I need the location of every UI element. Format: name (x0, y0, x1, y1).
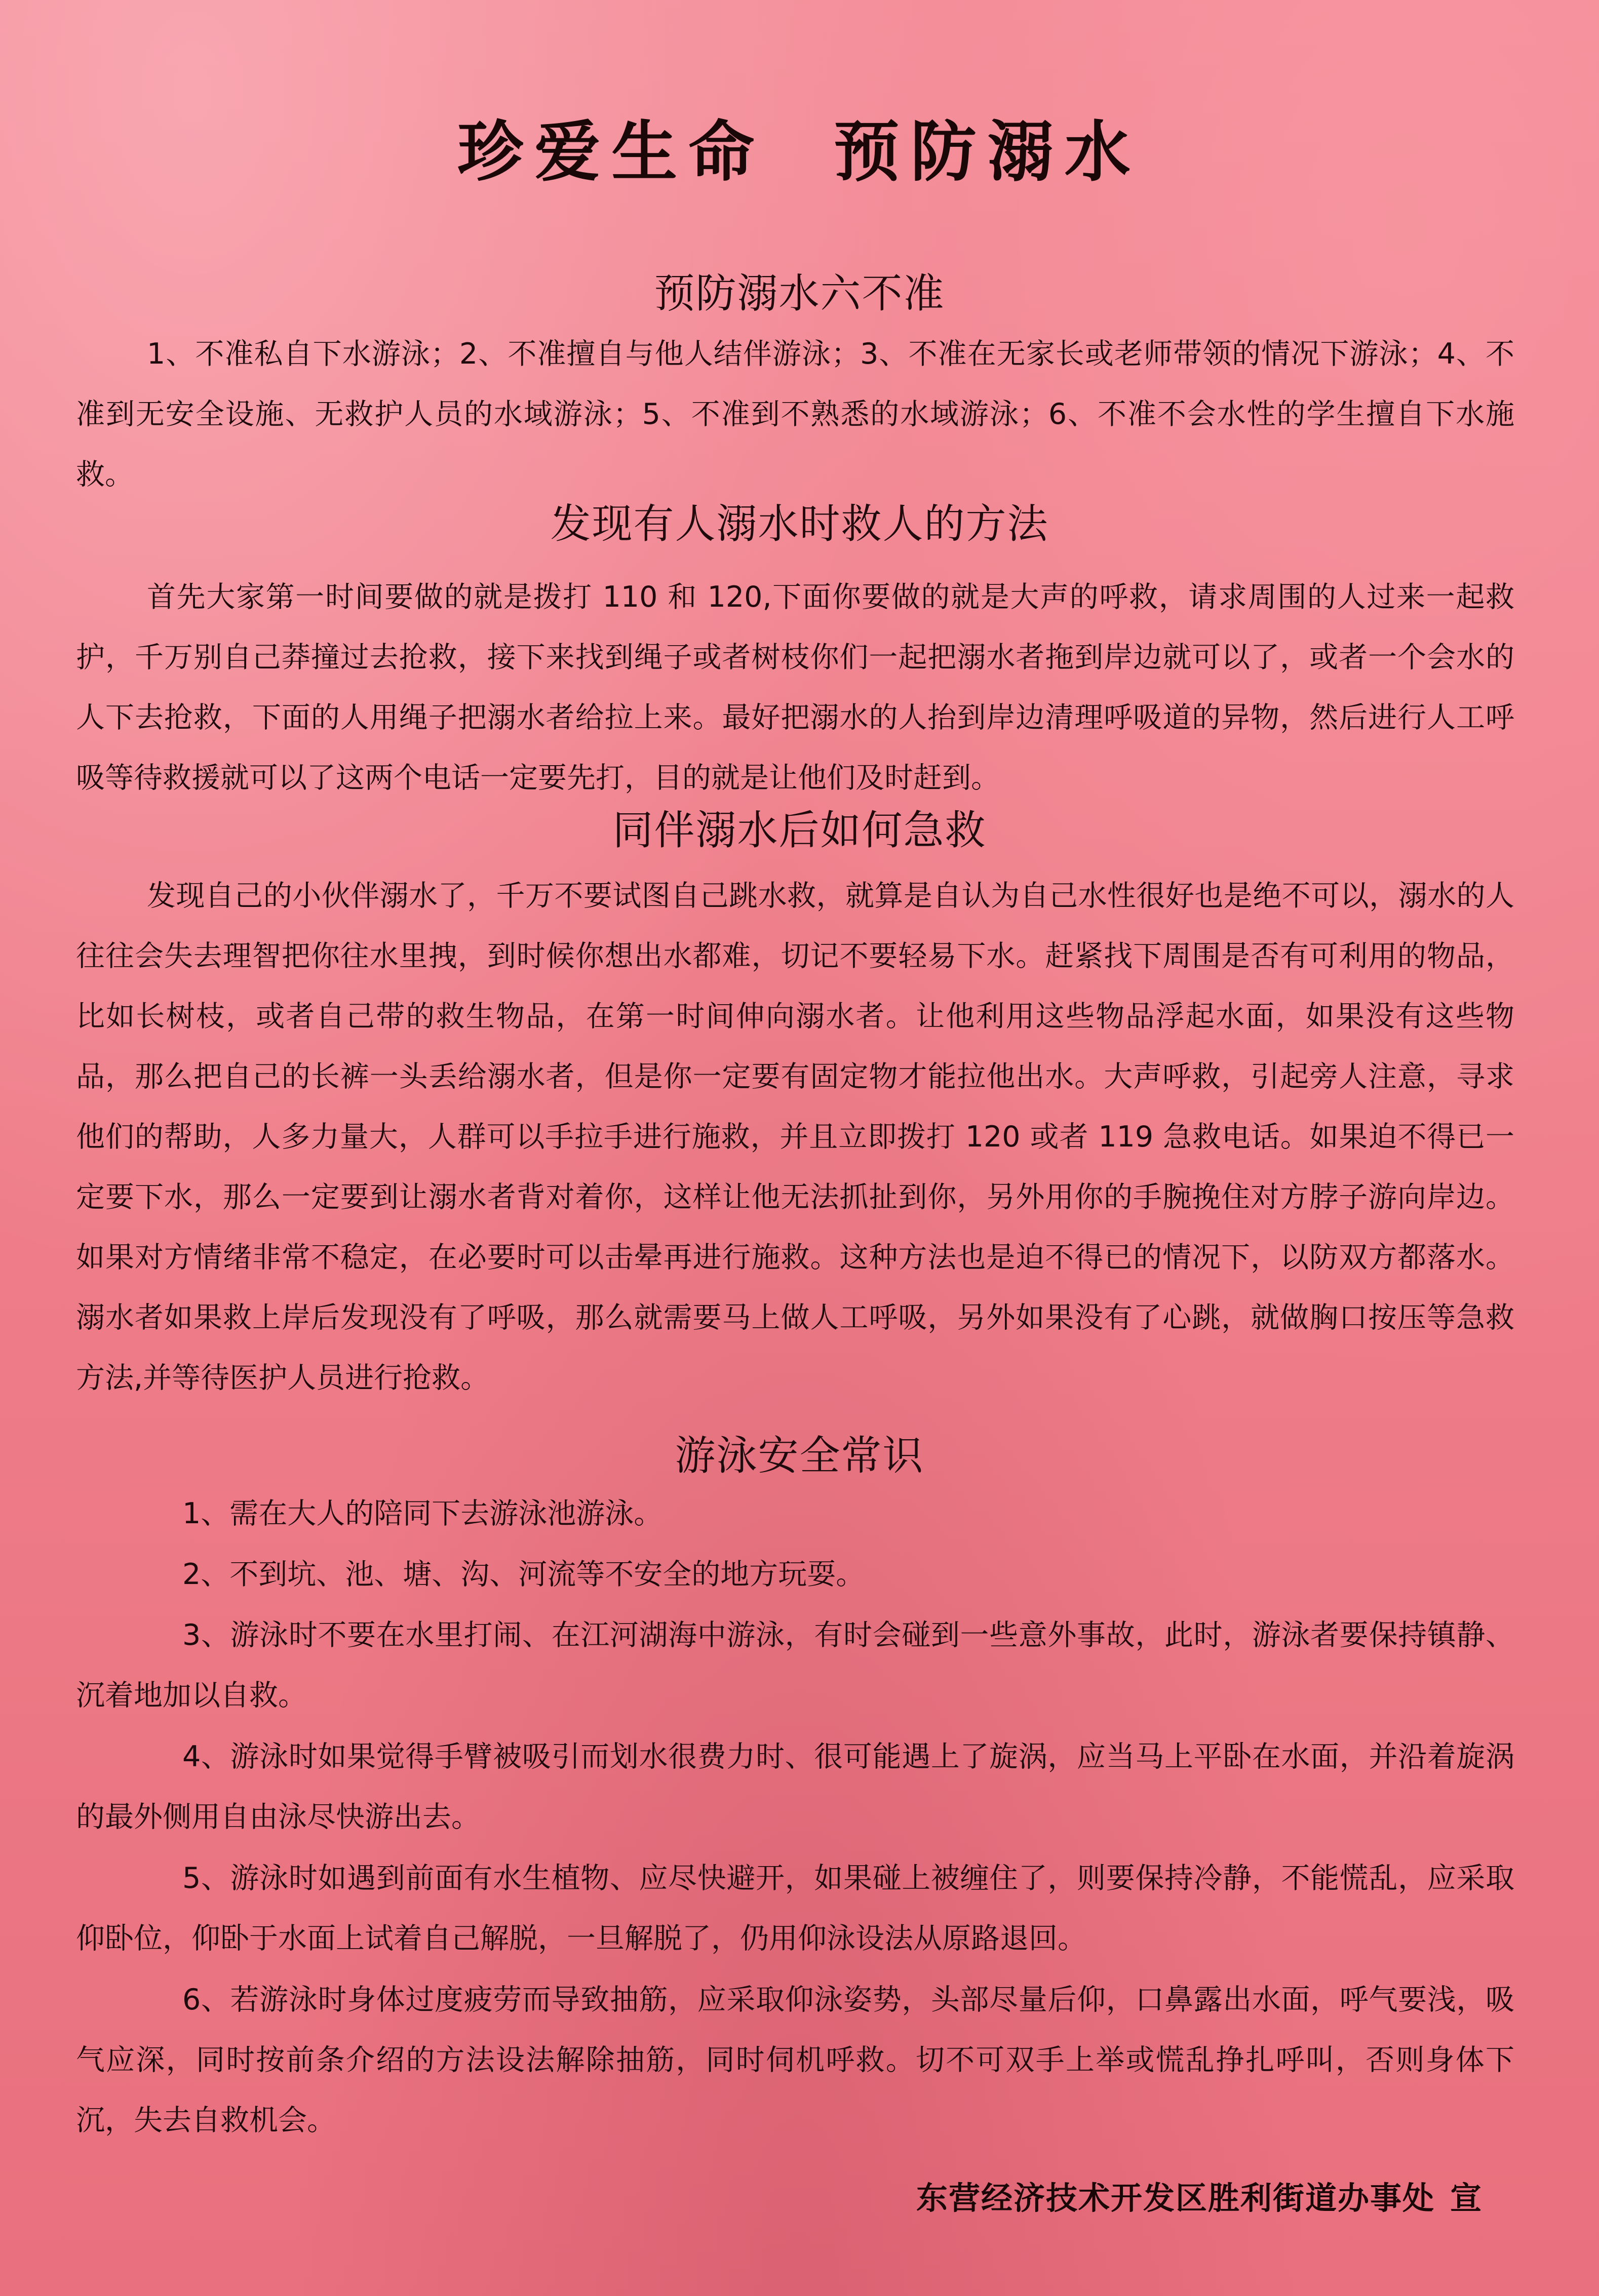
safety-item: 5、游泳时如遇到前面有水生植物、应尽快避开，如果碰上被缠住了，则要保持冷静，不能慌乱，应采取仰卧位，仰卧于水面上试着自己解脱，一旦解脱了，仍用仰泳设法从原路退回。 (76, 1862, 1514, 1955)
issuer-name: 东营经济技术开发区胜利街道办事处 (916, 2180, 1435, 2216)
companion-rescue-paragraph: 发现自己的小伙伴溺水了，千万不要试图自己跳水救，就算是自认为自己水性很好也是绝不可以，溺水的人往往会失去理智把你往水里拽，到时候你想出水都难，切记不要轻易下水。赶紧找下周围是否有可利用的物品，比如长树枝，或者自己带的救生物品，在第一时间伸向溺水者。让他利用这些物品浮起水面，如果没有这些物品，那么把自己的长裤一头丢给溺水者，但是你一定要有固定物才能拉他出水。大声呼救，引起旁人注意，寻求他们的帮助，人多力量大，人群可以手拉手进行施救，并且立即拨打 120 或者 119 急救电话。如果迫不得已一定要下水，那么一定要到让溺水者背对着你，这样让他无法抓扯到你，另外用你的手腕挽住对方脖子游向岸边。如果对方情绪非常不稳定，在必要时可以击晕再进行施救。这种方法也是迫不得已的情况下，以防双方都落水。溺水者如果救上岸后发现没有了呼吸，那么就需要马上做人工呼吸，另外如果没有了心跳，就做胸口按压等急救方法,并等待医护人员进行抢救。 (76, 879, 1514, 1395)
issuer-mark: 宣 (1450, 2180, 1483, 2216)
six-rules-paragraph: 1、不准私自下水游泳；2、不准擅自与他人结伴游泳；3、不准在无家长或老师带领的情况下游泳；4、不准到无安全设施、无救护人员的水域游泳；5、不准到不熟悉的水域游泳；6、不准不会水性的学生擅自下水施救。 (76, 337, 1514, 491)
issuer-signature (916, 2180, 1483, 2216)
section-heading-companion-rescue: 同伴溺水后如何急救 (612, 807, 987, 854)
section-heading-rescue-method: 发现有人溺水时救人的方法 (550, 500, 1049, 547)
safety-item: 6、若游泳时身体过度疲劳而导致抽筋，应采取仰泳姿势，头部尽量后仰，口鼻露出水面，呼气要浅，吸气应深，同时按前条介绍的方法设法解除抽筋，同时伺机呼救。切不可双手上举或慌乱挣扎呼叫，否则身体下沉，失去自救机会。 (76, 1983, 1514, 2137)
section-heading-swimming-safety: 游泳安全常识 (675, 1432, 924, 1479)
page-title: 珍爱生命 预防溺水 (457, 113, 1142, 190)
rescue-method-paragraph: 首先大家第一时间要做的就是拨打 110 和 120,下面你要做的就是大声的呼救，请求周围的人过来一起救护，千万别自己莽撞过去抢救，接下来找到绳子或者树枝你们一起把溺水者拖到岸边就可以了，或者一个会水的人下去抢救，下面的人用绳子把溺水者给拉上来。最好把溺水的人抬到岸边清理呼吸道的异物，然后进行人工呼吸等待救援就可以了这两个电话一定要先打，目的就是让他们及时赶到。 (76, 580, 1514, 795)
safety-item: 4、游泳时如果觉得手臂被吸引而划水很费力时、很可能遇上了旋涡，应当马上平卧在水面，并沿着旋涡的最外侧用自由泳尽快游出去。 (76, 1740, 1514, 1834)
section-heading-six-rules: 预防溺水六不准 (654, 270, 945, 317)
safety-item: 2、不到坑、池、塘、沟、河流等不安全的地方玩耍。 (182, 1558, 865, 1591)
safety-item: 1、需在大人的陪同下去游泳池游泳。 (182, 1497, 663, 1530)
safety-item: 3、游泳时不要在水里打闹、在江河湖海中游泳，有时会碰到一些意外事故，此时，游泳者要保持镇静、沉着地加以自救。 (76, 1618, 1514, 1712)
